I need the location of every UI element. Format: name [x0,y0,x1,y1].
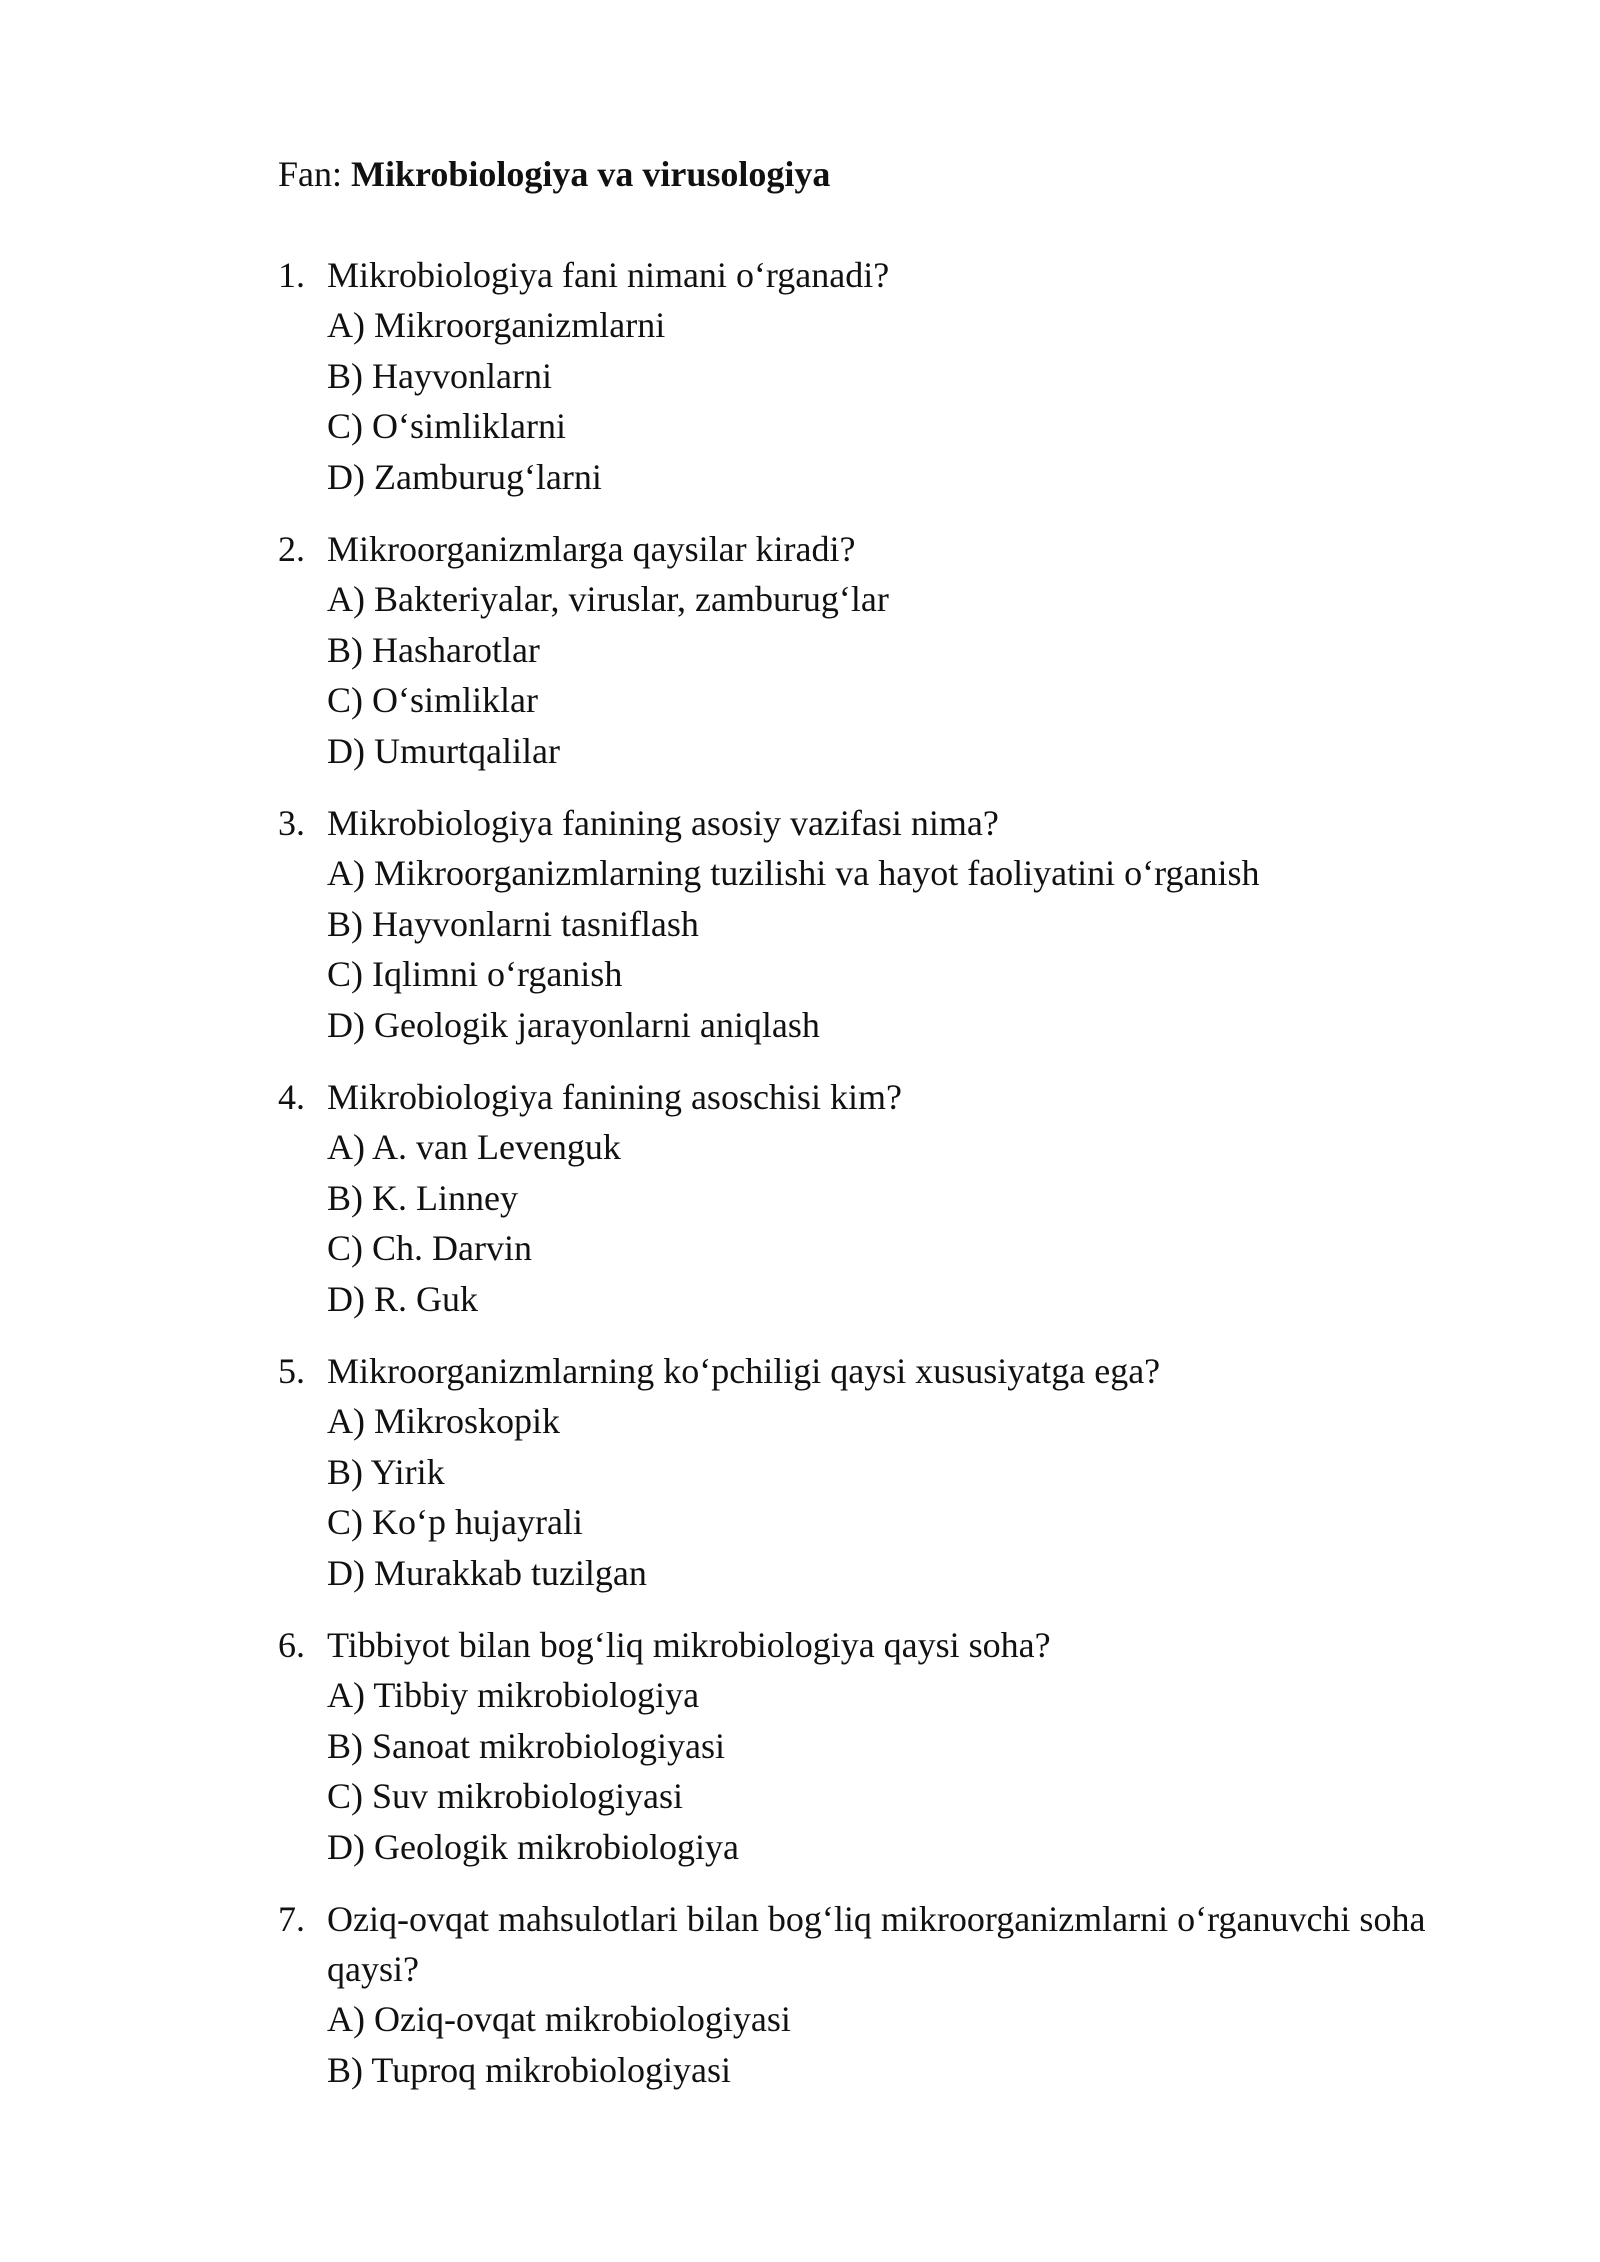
answer-option: C) Iqlimni o‘rganish [327,954,623,994]
answer-option: B) Tuproq mikrobiologiyasi [327,2049,732,2090]
question-number: 1. [278,255,305,295]
answer-option: B) K. Linney [327,1177,518,1218]
answer-option: B) Hasharotlar [327,629,540,670]
answer-option: A) A. van Levenguk [327,1127,621,1167]
subject-line [278,152,830,196]
subject-name: Mikrobiologiya va virusologiya [351,154,831,194]
answer-option: A) Mikroorganizmlarni [327,305,666,345]
question-number: 6. [278,1625,305,1665]
question-item [278,1072,1508,1324]
question-item [278,524,1508,776]
question-list [278,250,1508,2117]
answer-option: B) Hayvonlarni tasniflash [327,903,699,944]
question-number: 2. [278,529,305,569]
answer-option: A) Oziq-ovqat mikrobiologiyasi [327,1999,791,2039]
question-text: Mikrobiologiya fanining asoschisi kim? [327,1077,902,1117]
answer-option: A) Mikroskopik [327,1401,560,1441]
question-number: 3. [278,803,305,843]
answer-option: B) Yirik [327,1451,445,1492]
question-item [278,250,1508,502]
answer-option: C) O‘simliklarni [327,406,566,446]
question-text: Mikroorganizmlarning ko‘pchiligi qaysi xususiyatga ega? [327,1351,1161,1391]
question-text: Mikrobiologiya fanining asosiy vazifasi nima? [327,803,999,843]
subject-label: Fan: [278,154,343,194]
answer-option: C) Ko‘p hujayrali [327,1502,583,1542]
answer-option: D) Zamburug‘larni [327,456,602,497]
question-number: 5. [278,1351,305,1391]
answer-option: C) Suv mikrobiologiyasi [327,1776,684,1816]
answer-option: A) Tibbiy mikrobiologiya [327,1675,700,1715]
answer-option: B) Sanoat mikrobiologiyasi [327,1725,725,1766]
answer-option: D) R. Guk [327,1278,478,1319]
answer-option: C) Ch. Darvin [327,1228,532,1268]
question-text: Oziq-ovqat mahsulotlari bilan bog‘liq mikroorganizmlarni o‘rganuvchi soha qaysi? [327,1899,1426,1989]
answer-option: D) Geologik jarayonlarni aniqlash [327,1004,820,1045]
question-number: 7. [278,1899,305,1939]
answer-option: D) Murakkab tuzilgan [327,1552,647,1593]
answer-option: B) Hayvonlarni [327,355,552,396]
answer-option: A) Mikroorganizmlarning tuzilishi va hayot faoliyatini o‘rganish [327,853,1260,893]
question-item [278,1620,1508,1872]
answer-option: C) O‘simliklar [327,680,538,720]
question-item [278,1894,1508,2095]
question-number: 4. [278,1077,305,1117]
question-text: Tibbiyot bilan bog‘liq mikrobiologiya qaysi soha? [327,1625,1051,1665]
question-item [278,1346,1508,1598]
question-text: Mikrobiologiya fani nimani o‘rganadi? [327,255,890,295]
question-item [278,798,1508,1050]
answer-option: D) Umurtqalilar [327,730,560,771]
question-text: Mikroorganizmlarga qaysilar kiradi? [327,529,856,569]
answer-option: D) Geologik mikrobiologiya [327,1826,739,1867]
answer-option: A) Bakteriyalar, viruslar, zamburug‘lar [327,579,889,619]
